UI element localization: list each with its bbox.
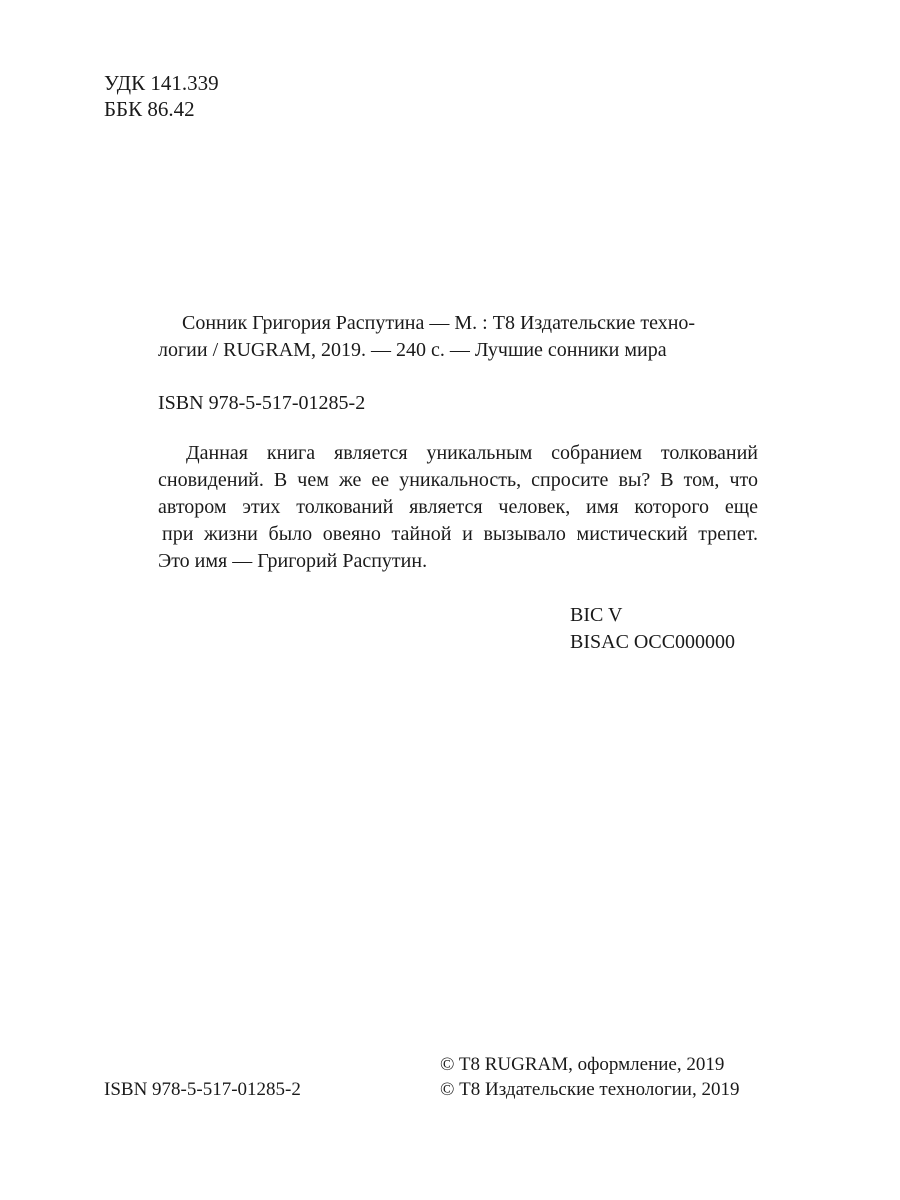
annotation-line: Данная книга является уникальным собранием толкований	[186, 442, 758, 464]
annotation-line: Это имя — Григорий Распутин.	[158, 550, 428, 572]
isbn-footer: ISBN 978-5-517-01285-2	[104, 1079, 301, 1100]
annotation-line: при жизни было овеяно тайной и вызывало мистический трепет.	[162, 523, 758, 545]
bbk-code: ББК 86.42	[104, 97, 195, 121]
subject-codes	[570, 602, 735, 656]
copyright-notices	[440, 1052, 739, 1102]
annotation-paragraph	[158, 440, 758, 575]
bibliographic-line-2: логии / RUGRAM, 2019. — 240 с. — Лучшие сонники мира	[158, 339, 667, 361]
bisac-code: BISAC OCC000000	[570, 631, 736, 653]
annotation-line: сновидений. В чем же ее уникальность, спросите вы? В том, что	[158, 469, 758, 491]
classification-block	[104, 70, 219, 122]
copyright-design: © T8 RUGRAM, оформление, 2019	[440, 1054, 725, 1075]
bibliographic-line-1: Сонник Григория Распутина — М. : Т8 Издательские техно-	[182, 312, 696, 334]
isbn-main: ISBN 978-5-517-01285-2	[158, 392, 366, 414]
copyright-publisher: © Т8 Издательские технологии, 2019	[440, 1079, 740, 1100]
udk-code: УДК 141.339	[104, 71, 219, 95]
bibliographic-record	[158, 310, 758, 364]
annotation-line: автором этих толкований является человек, имя которого еще	[158, 496, 758, 518]
bic-code: BIC V	[570, 604, 623, 626]
